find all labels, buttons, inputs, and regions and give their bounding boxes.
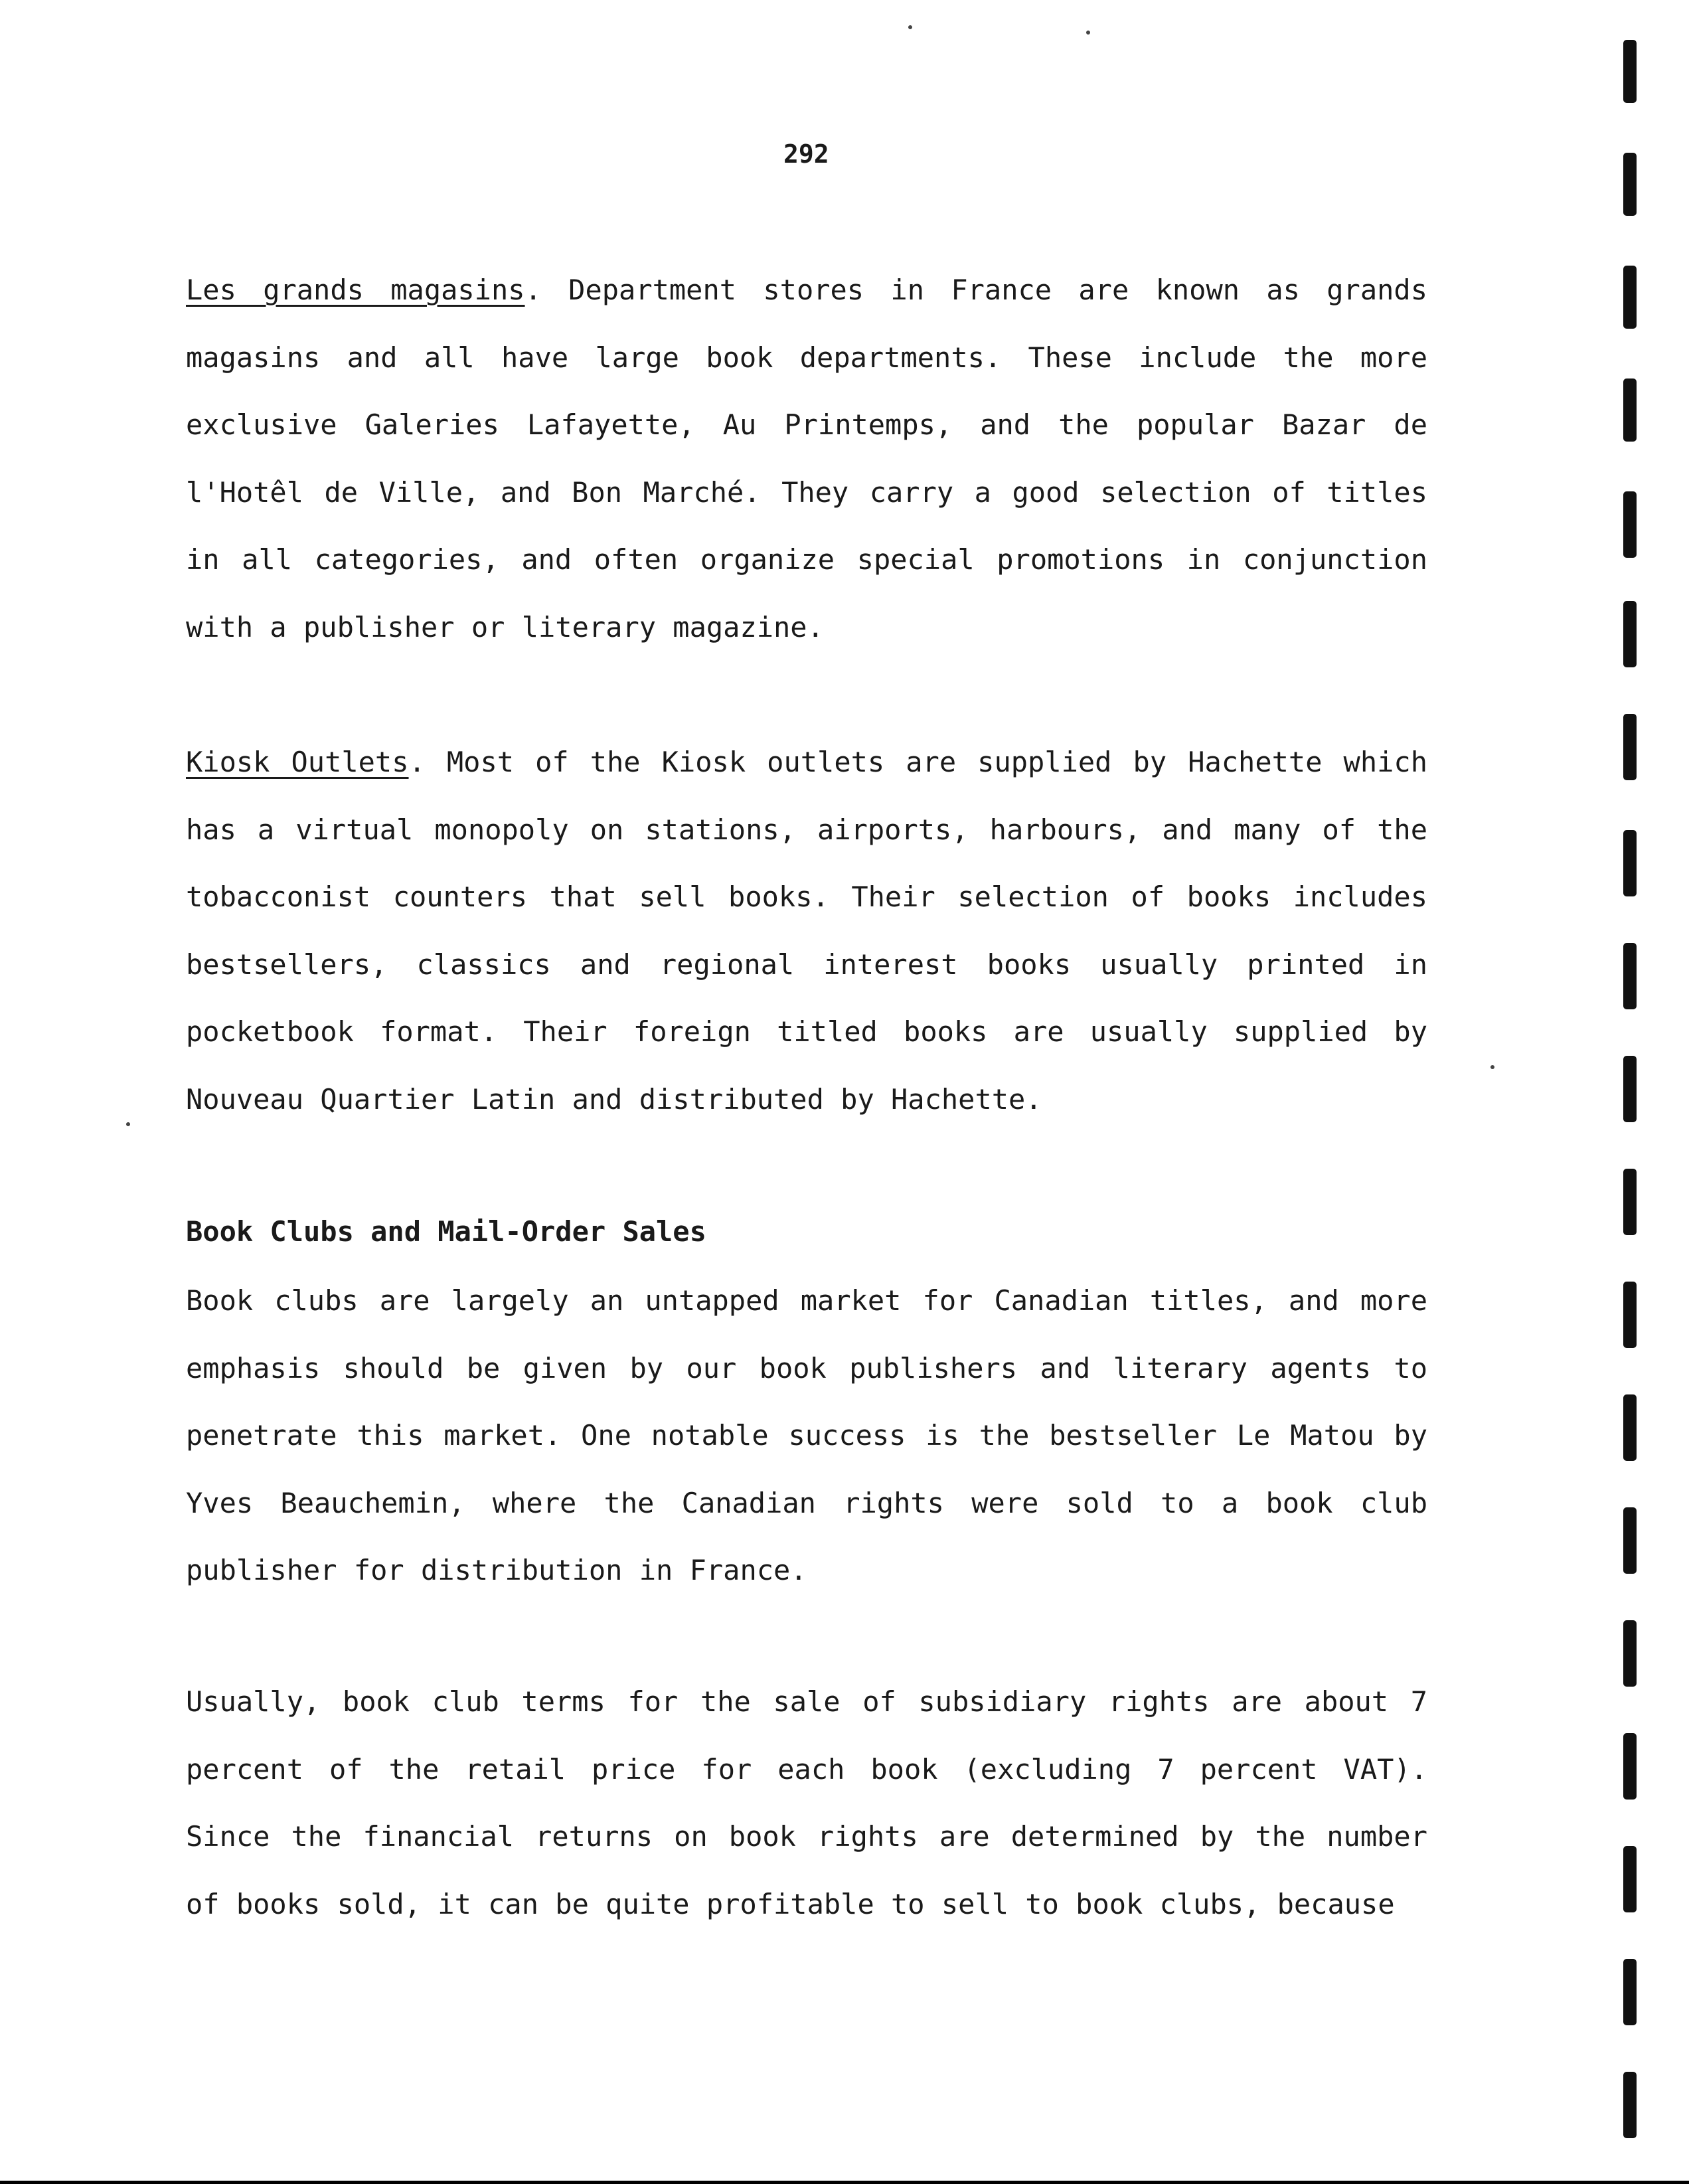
binding-mark — [1623, 266, 1637, 329]
binding-mark — [1623, 153, 1637, 216]
binding-mark — [1623, 830, 1637, 896]
binding-mark — [1623, 1846, 1637, 1912]
binding-mark — [1623, 40, 1637, 103]
binding-mark — [1623, 1733, 1637, 1800]
page-number: 292 — [783, 139, 829, 169]
binding-mark — [1623, 943, 1637, 1009]
binding-mark — [1623, 1169, 1637, 1235]
body-kiosk-outlets: . Most of the Kiosk outlets are supplied by Hachette which has a virtual monopoly on stations, airports, harbours, and many of the tobacconist counters that sell books. Their selection of books includes bestsellers, classics and regional interest books usually printed in pocketbook format. Their foreign titled books are usually supplied by Nouveau Quartier Latin and distributed by Hachette. — [186, 746, 1427, 1116]
binding-mark — [1623, 1282, 1637, 1348]
binding-mark — [1623, 601, 1637, 667]
binding-mark — [1623, 378, 1637, 442]
scan-speck — [1490, 1065, 1494, 1069]
paragraph-grands-magasins — [186, 256, 1427, 661]
body-grands-magasins: . Department stores in France are known as grands magasins and all have large book departments. These include the more exclusive Galeries Lafayette, Au Printemps, and the popular Bazar de l'Hotêl de Ville, and Bon Marché. They carry a good selection of titles in all categories, and often organize special promotions in conjunction with a publisher or literary magazine. — [186, 274, 1427, 643]
paragraph-book-clubs — [186, 1267, 1427, 1604]
binding-mark — [1623, 1394, 1637, 1461]
page-bottom-edge — [0, 2181, 1689, 2184]
binding-mark — [1623, 1056, 1637, 1122]
binding-mark — [1623, 1507, 1637, 1574]
binding-mark — [1623, 2072, 1637, 2138]
binding-mark — [1623, 491, 1637, 558]
scan-speck — [126, 1122, 130, 1126]
scan-speck — [1086, 31, 1090, 35]
heading-grands-magasins: Les grands magasins — [186, 274, 525, 306]
binding-mark — [1623, 714, 1637, 780]
binding-mark — [1623, 1620, 1637, 1687]
paragraph-kiosk-outlets — [186, 728, 1427, 1133]
body-book-clubs: Book clubs are largely an untapped market for Canadian titles, and more emphasis should be given by our book publishers and literary agents to penetrate this market. One notable success is the bestseller Le Matou by Yves Beauchemin, where the Canadian rights were sold to a book club publisher for distribution in France. — [186, 1284, 1427, 1586]
scan-speck — [908, 25, 912, 29]
heading-kiosk-outlets: Kiosk Outlets — [186, 746, 409, 778]
binding-mark — [1623, 1959, 1637, 2025]
paragraph-terms — [186, 1668, 1427, 1938]
heading-book-clubs: Book Clubs and Mail-Order Sales — [186, 1215, 706, 1248]
body-terms: Usually, book club terms for the sale of subsidiary rights are about 7 percent of the retail price for each book (excluding 7 percent VAT). Since the financial returns on book rights are determined by the number of books sold, it can be quite profitable to sell to book clubs, because — [186, 1685, 1427, 1920]
